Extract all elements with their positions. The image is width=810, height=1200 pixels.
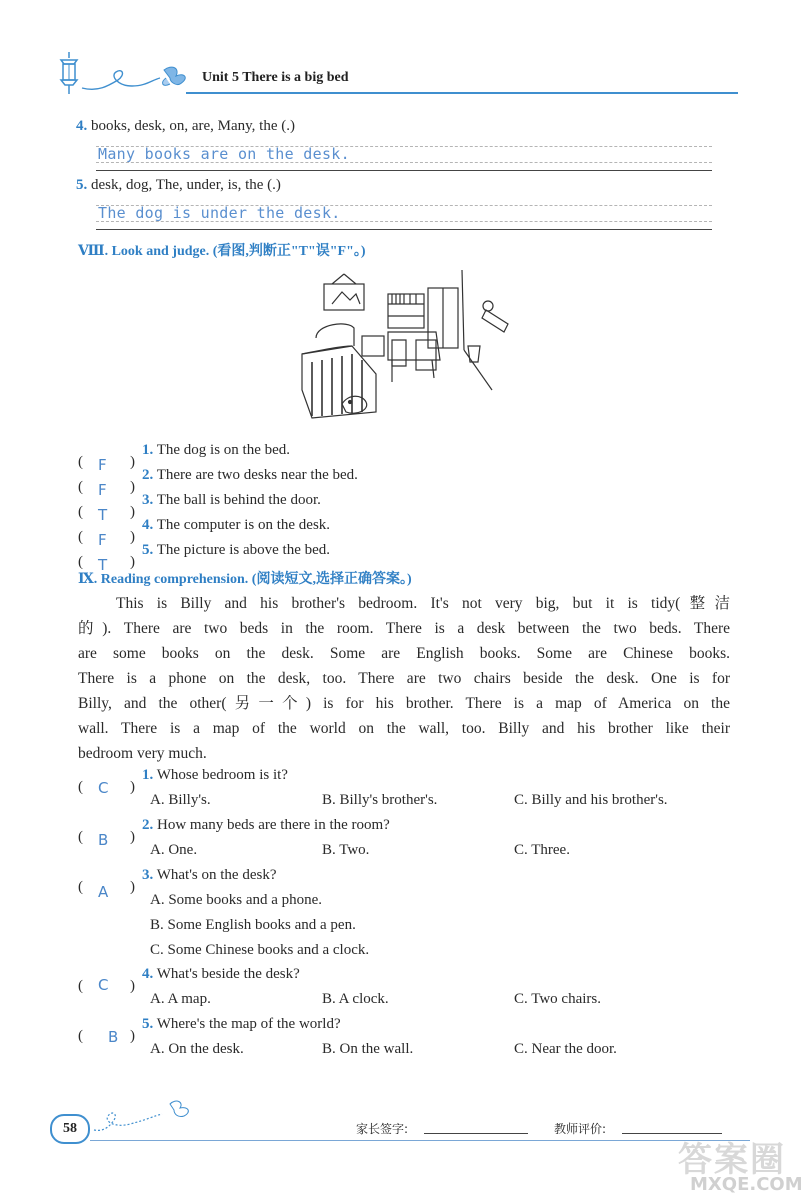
reading-answer: B xyxy=(98,831,109,849)
option-b: B. Two. xyxy=(322,842,370,858)
passage-line: are some books on the desk. Some are English books. Some are Chinese books. xyxy=(78,645,730,662)
reading-answer: B xyxy=(108,1028,119,1046)
option-c: C. Two chairs. xyxy=(514,991,601,1007)
reading-question-text: Where's the map of the world? xyxy=(156,1016,341,1032)
section-8-title: Ⅷ. Look and judge. (看图,判断正"T"误"F"。) xyxy=(78,244,366,259)
swirl-decoration-icon xyxy=(80,62,192,98)
section-9-title: Ⅸ. Reading comprehension. (阅读短文,选择正确答案。) xyxy=(78,572,412,587)
option-a: A. On the desk. xyxy=(150,1041,244,1057)
judge-item-4: ( F ) 4. The computer is on the desk. xyxy=(78,517,331,549)
unit-title: Unit 5 There is a big bed xyxy=(202,70,349,85)
reading-question-number: 1. xyxy=(142,767,154,783)
passage-line: This is Billy and his brother's bedroom. It's not very big, but it is tidy(整洁 xyxy=(116,595,730,612)
reading-answer: A xyxy=(98,883,109,901)
header-rule xyxy=(186,92,738,94)
passage-line: 的). There are two beds in the room. There is a desk between the two beds. There xyxy=(78,620,730,637)
judge-answer: F xyxy=(98,531,107,549)
option-a: A. A map. xyxy=(150,991,211,1007)
reading-question-2: ( B ) 2. How many beds are there in the room? xyxy=(78,817,390,849)
option-b: B. Billy's brother's. xyxy=(322,792,438,808)
reading-answer: C xyxy=(98,779,109,797)
order-question-number: 4. xyxy=(76,118,88,134)
reading-question-number: 2. xyxy=(142,817,154,833)
option-b: B. Some English books and a pen. xyxy=(150,917,356,933)
reading-question-text: What's beside the desk? xyxy=(156,966,300,982)
option-a: A. Some books and a phone. xyxy=(150,892,323,908)
footer-swirl-icon xyxy=(90,1096,200,1136)
order-question-words: desk, dog, The, under, is, the (.) xyxy=(91,177,281,193)
reading-answer: C xyxy=(98,976,109,994)
order-answer-4: Many books are on the desk. xyxy=(98,145,350,163)
order-question-words: books, desk, on, are, Many, the (.) xyxy=(91,118,295,134)
order-answer-5: The dog is under the desk. xyxy=(98,204,341,222)
reading-question-text: Whose bedroom is it? xyxy=(156,767,288,783)
judge-item-text: The dog is on the bed. xyxy=(156,442,291,458)
reading-question-text: How many beds are there in the room? xyxy=(157,817,390,833)
reading-question-number: 3. xyxy=(142,867,154,883)
bedroom-illustration xyxy=(292,270,522,430)
reading-question-number: 4. xyxy=(142,966,154,982)
judge-item-number: 2. xyxy=(142,467,154,483)
reading-passage xyxy=(78,591,730,766)
judge-answer: F xyxy=(98,481,107,499)
watermark-url: MXQE.COM xyxy=(690,1174,803,1195)
judge-answer: F xyxy=(98,456,107,474)
reading-question-number: 5. xyxy=(142,1016,154,1032)
judge-answer: T xyxy=(98,556,108,574)
option-a: A. Billy's. xyxy=(150,792,211,808)
judge-item-number: 1. xyxy=(142,442,154,458)
passage-line: wall. There is a map of the world on the wall, too. Billy and his brother like their xyxy=(78,720,730,737)
option-c: C. Three. xyxy=(514,842,570,858)
judge-item-number: 3. xyxy=(142,492,154,508)
page-number: 58 xyxy=(50,1114,90,1144)
judge-answer: T xyxy=(98,506,108,524)
judge-item-text: The computer is on the desk. xyxy=(156,517,331,533)
order-question-4 xyxy=(76,118,295,135)
reading-question-5: ( B ) 5. Where's the map of the world? xyxy=(78,1016,341,1046)
parent-signature-line[interactable] xyxy=(424,1133,528,1134)
judge-item-text: There are two desks near the bed. xyxy=(156,467,358,483)
option-c: C. Some Chinese books and a clock. xyxy=(150,942,370,958)
passage-line: There is a phone on the desk, too. There are two chairs beside the desk. One is for xyxy=(78,670,730,687)
reading-question-3: ( A ) 3. What's on the desk? xyxy=(78,867,277,901)
dotted-rule xyxy=(96,162,712,163)
judge-item-number: 5. xyxy=(142,542,154,558)
judge-item-3: ( T ) 3. The ball is behind the door. xyxy=(78,492,321,524)
option-b: B. On the wall. xyxy=(322,1041,414,1057)
judge-item-2: ( F ) 2. There are two desks near the bed. xyxy=(78,467,358,499)
order-question-5 xyxy=(76,177,281,194)
dotted-rule xyxy=(96,221,712,222)
parent-signature-label: 家长签字: xyxy=(356,1122,409,1136)
passage-line: bedroom very much. xyxy=(78,745,207,762)
option-a: A. One. xyxy=(150,842,198,858)
judge-item-number: 4. xyxy=(142,517,154,533)
reading-question-text: What's on the desk? xyxy=(156,867,277,883)
judge-item-text: The picture is above the bed. xyxy=(156,542,331,558)
answer-baseline xyxy=(96,229,712,230)
passage-line: Billy, and the other(另一个) is for his brother. There is a map of America on the xyxy=(78,695,730,712)
option-c: C. Near the door. xyxy=(514,1041,617,1057)
reading-question-4: ( C ) 4. What's beside the desk? xyxy=(78,966,300,994)
judge-item-5: ( T ) 5. The picture is above the bed. xyxy=(78,542,331,574)
option-c: C. Billy and his brother's. xyxy=(514,792,668,808)
answer-baseline xyxy=(96,170,712,171)
reading-question-1: ( C ) 1. Whose bedroom is it? xyxy=(78,767,288,797)
option-b: B. A clock. xyxy=(322,991,389,1007)
judge-item-1: ( F ) 1. The dog is on the bed. xyxy=(78,442,291,474)
footer-rule xyxy=(90,1140,750,1141)
order-question-number: 5. xyxy=(76,177,88,193)
judge-item-text: The ball is behind the door. xyxy=(156,492,321,508)
teacher-comment-label: 教师评价: xyxy=(554,1122,607,1136)
watermark-logo: 答案圈 xyxy=(678,1140,786,1180)
